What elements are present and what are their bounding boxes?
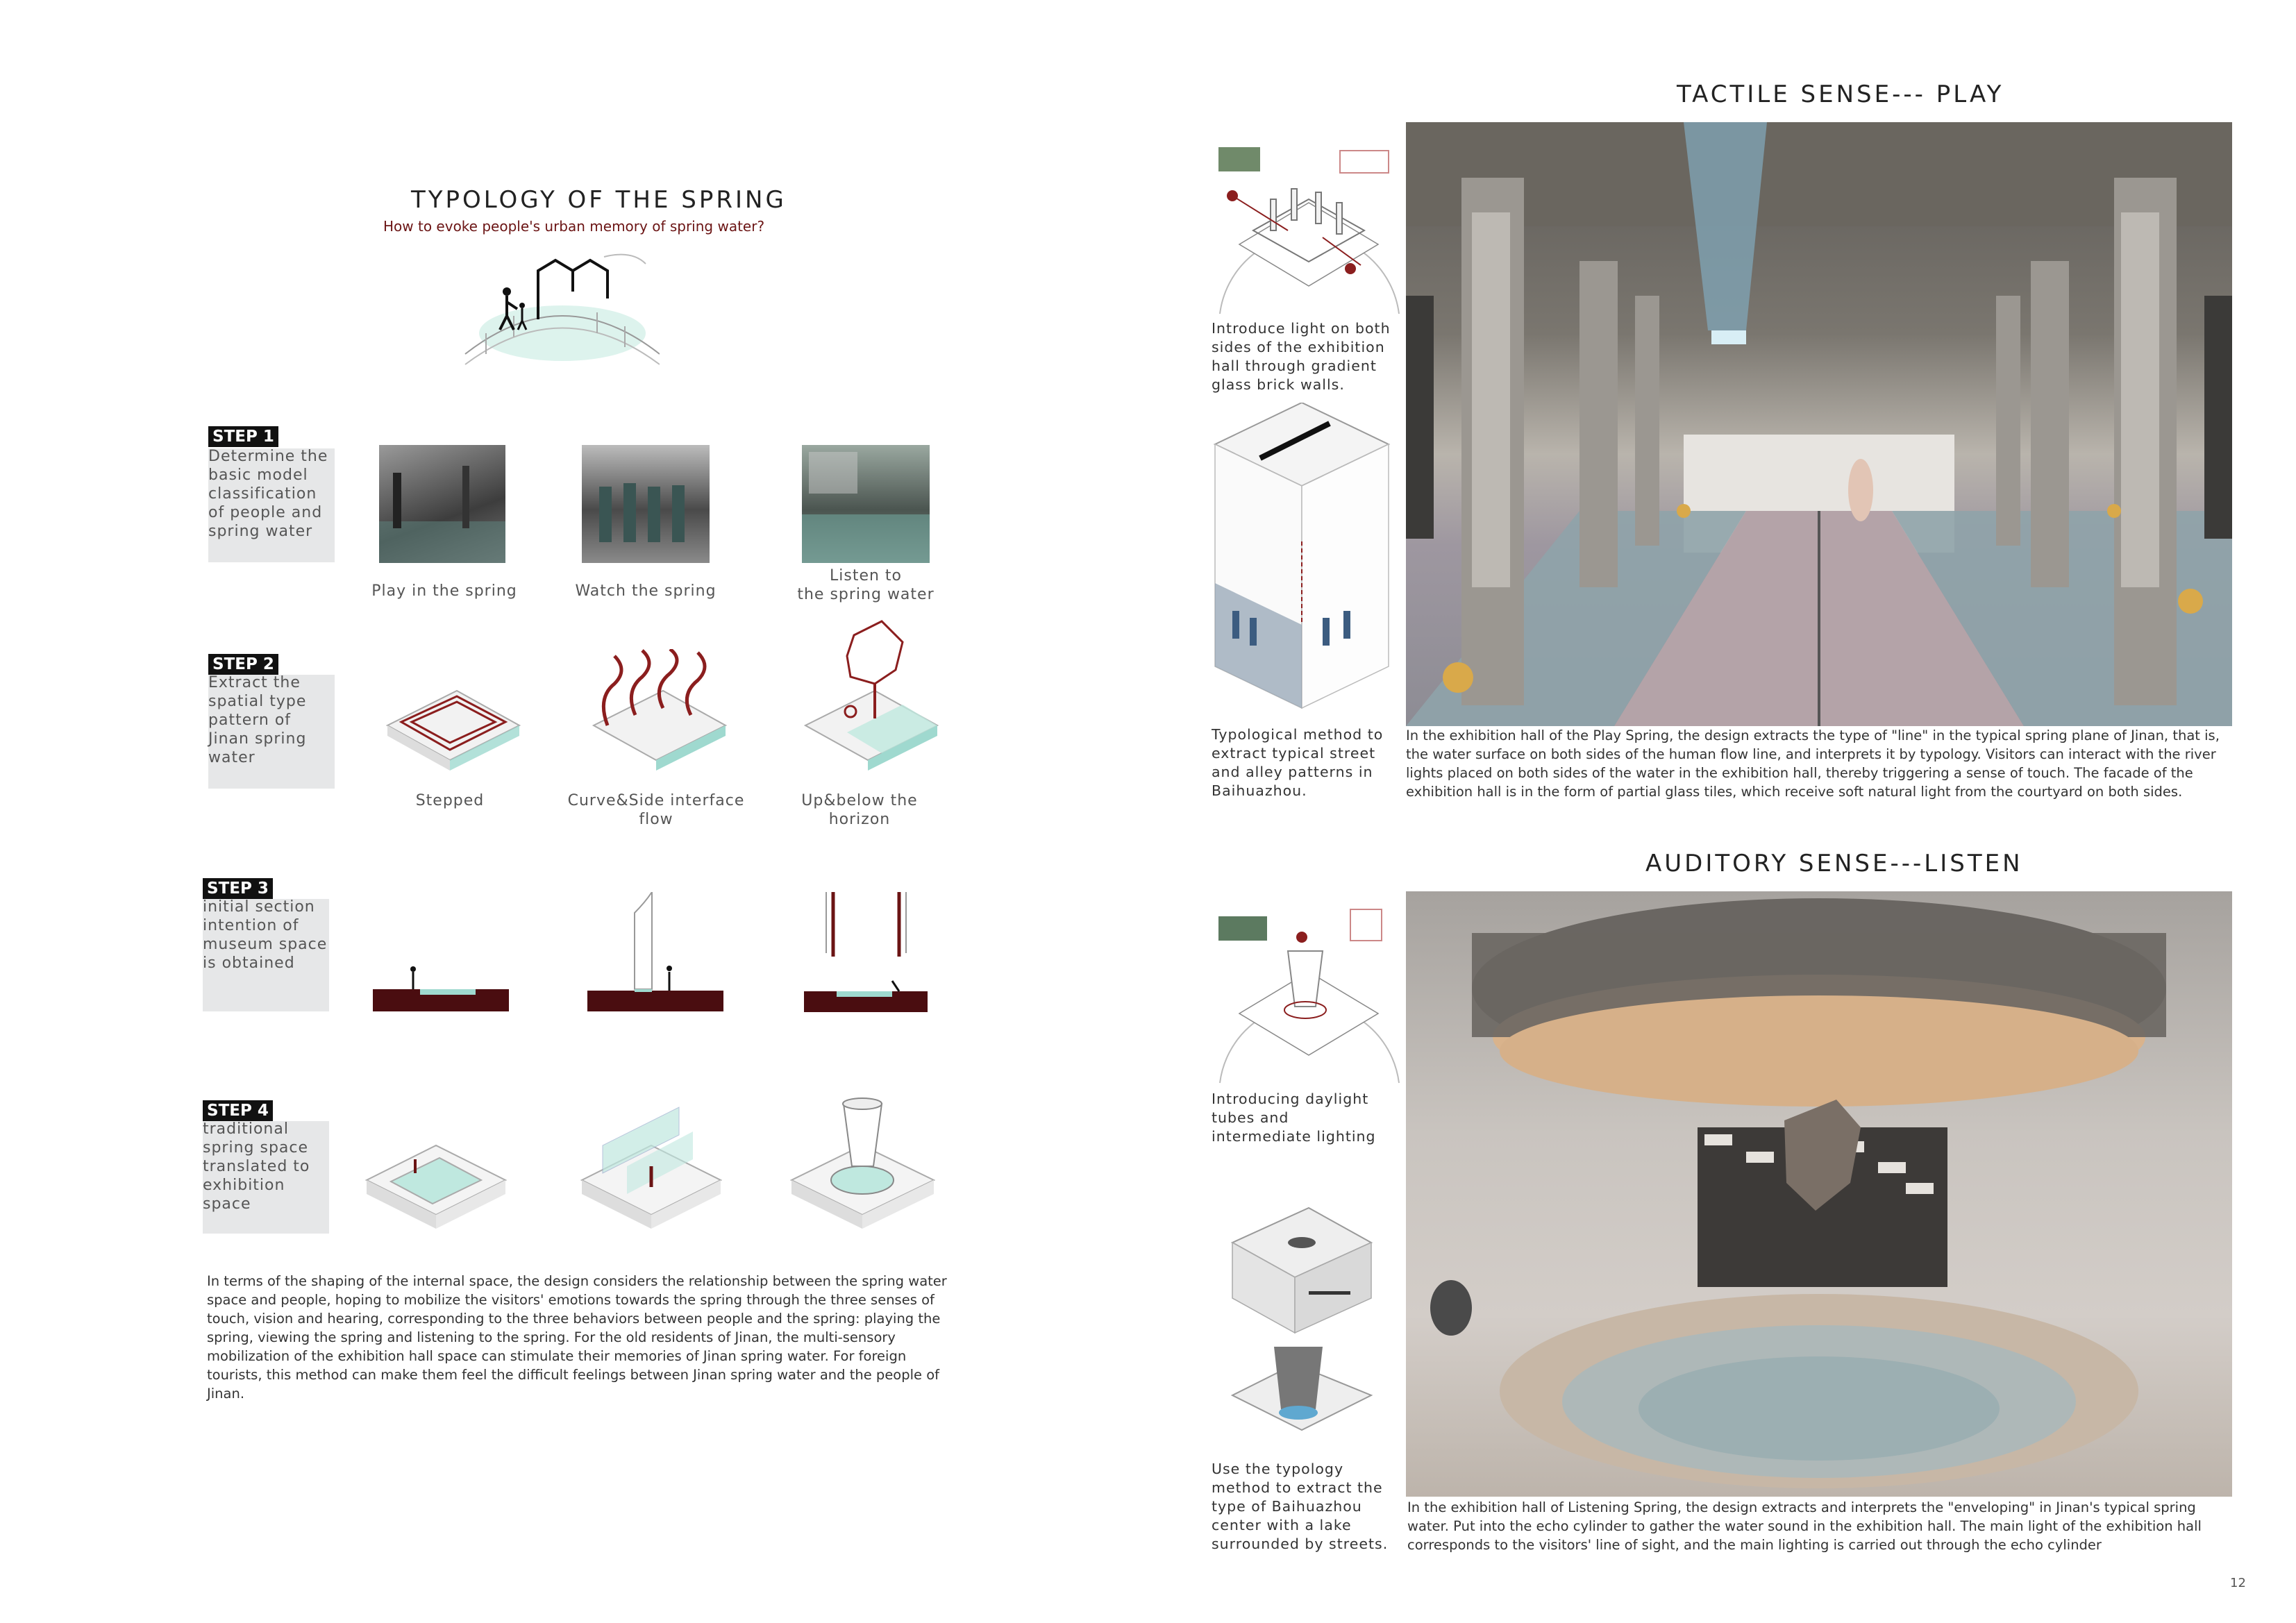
auditory-light-diagram [1212,895,1406,1090]
page-title: TYPOLOGY OF THE SPRING [411,186,787,214]
tactile-note-2: Typological method to extract typical street and alley patterns in Baihuazhou. [1212,726,1384,799]
caption-up-below: Up&below the horizon [801,792,918,828]
step-1-tag: STEP 1 [208,426,278,447]
auditory-note-1: Introducing daylight tubes and intermediate lighting [1212,1091,1376,1145]
tactile-title: TACTILE SENSE--- PLAY [1677,81,2004,108]
section-diagram-3 [802,891,930,1016]
step-3-text: initial section intention of museum space is obtained [203,898,328,972]
caption-play-spring: Play in the spring [371,582,517,600]
auditory-note-2: Use the typology method to extract the type of Baihuazhou center with a lake surrounded by streets. [1212,1461,1389,1552]
exhibition-diagram-2 [575,1104,728,1236]
caption-watch-spring: Watch the spring [575,582,717,600]
step-2-text: Extract the spatial type pattern of Jinan spring water [208,674,307,766]
step-4-tag: STEP 4 [203,1100,273,1121]
photo-watch-spring [582,445,710,563]
bridge-illustration [458,250,660,375]
photo-play-spring [379,445,505,563]
stepped-diagram [380,684,526,781]
typology-paragraph: In terms of the shaping of the internal space, the design considers the relationship between the spring water space and people, hoping to mobilize the visitors' emotions towards the spring through the three senses of touch, vision and hearing, corresponding to the three behaviors between people and the spring: playing the spring, viewing the spring and listening to the spring. For the old residents of Jinan, the multi-sensory mobilization of the exhibition hall space can stimulate their memories of Jinan spring water. For foreign tourists, this method can make them feel the difficult feelings between Jinan spring water and the people of Jinan. [207,1273,947,1402]
curve-side-diagram [587,649,732,781]
auditory-title: AUDITORY SENSE---LISTEN [1645,850,2023,877]
tactile-street-diagram [1212,403,1392,722]
step-2-tag: STEP 2 [208,654,278,675]
step-1-text: Determine the basic model classification of people and spring water [208,448,328,540]
section-diagram-1 [371,958,510,1014]
up-below-diagram [798,614,944,781]
tactile-note-1: Introduce light on both sides of the exhibition hall through gradient glass brick walls. [1212,320,1391,393]
page-number: 12 [2230,1576,2246,1590]
photo-listen-spring [802,445,930,563]
step-4-text: traditional spring space translated to exhibition space [203,1120,310,1213]
tactile-light-diagram [1212,126,1406,321]
page-subtitle: How to evoke people's urban memory of spring water? [383,218,765,235]
caption-stepped: Stepped [415,792,485,809]
step-3-tag: STEP 3 [203,878,273,899]
exhibition-diagram-1 [360,1132,512,1236]
auditory-lake-diagram [1225,1201,1378,1465]
tactile-render [1406,122,2232,726]
caption-listen-spring: Listen to the spring water [797,567,935,603]
auditory-description: In the exhibition hall of Listening Spring, the design extracts and interprets the "enveloping" in Jinan's typical spring water. Put into the echo cylinder to gather the water sound in the exhibition hall. The main light of the exhibition hall corresponds to the visitors' line of sight, and the main lighting is carried out through the echo cylinder [1407,1499,2202,1553]
caption-curve-side: Curve&Side interface flow [567,792,745,828]
section-diagram-2 [586,892,725,1014]
exhibition-diagram-3 [785,1090,941,1236]
tactile-description: In the exhibition hall of the Play Spring, the design extracts the type of "line" in the typical spring plane of Jinan, that is, the water surface on both sides of the human flow line, and interprets it by typology. Visitors can interact with the river lights placed on both sides of the water in the exhibition hall, thereby triggering a sense of touch. The facade of the exhibition hall is in the form of partial glass tiles, which receive soft natural light from the courtyard on both sides. [1406,728,2220,800]
auditory-render [1406,891,2232,1497]
